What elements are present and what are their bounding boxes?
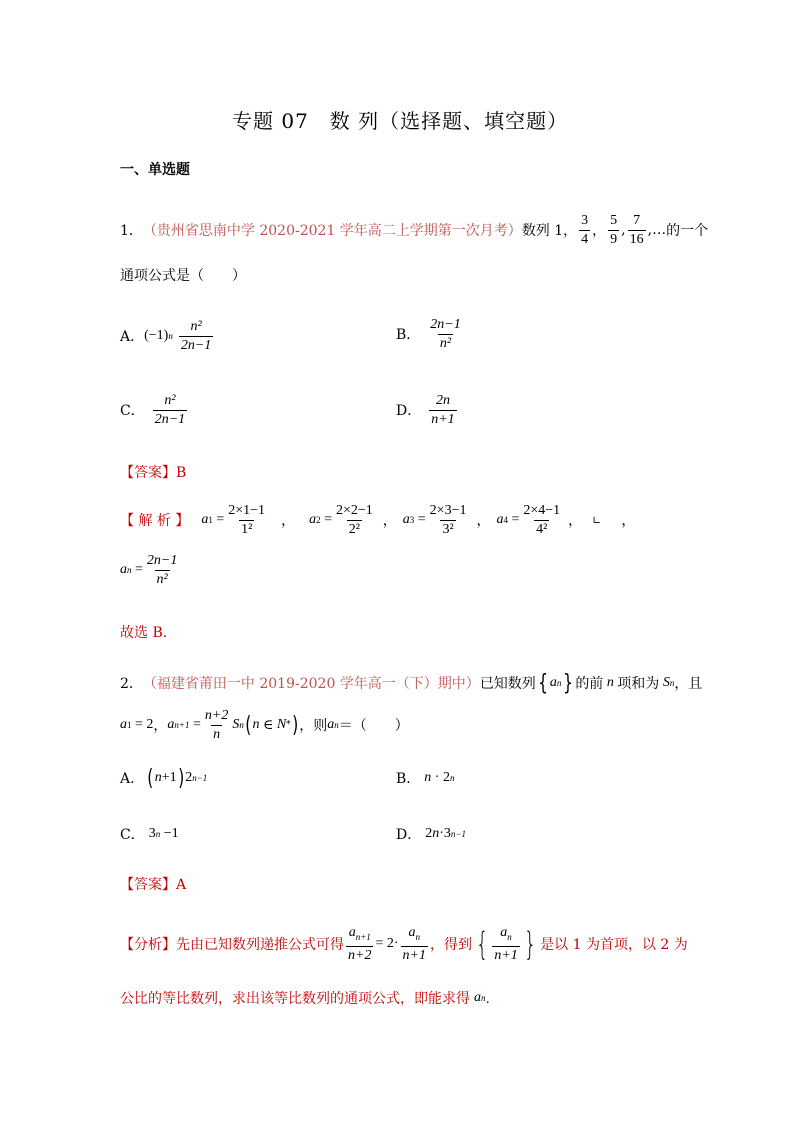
- question-2-line2: a 1 = 2 ， a n+1 = $\frac{n+2}{n}$ S n ( n ∈ N * ) ，则 a n ＝（ ）: [120, 707, 409, 742]
- option-c[interactable]: C． $\frac{\text{n²}}{2n-1}$: [120, 392, 186, 427]
- question-2-stem: 2． （福建省莆田一中 2019-2020 学年高一（下）期中） 已知数列 { a n } 的前 n 项和为 S n ，且: [120, 670, 703, 696]
- analysis-1-line1: 【 解 析 】 a 1 = $\frac{2\times 1-1}{\text{1²}}$ ， a 2 = $\frac{2\times 2-1}{\text{2²}}$ ， a 3 = $\frac{2\times 3-1}{\text{3²}}$ ， a 4 = $\frac{2\times 4-1}{\text{4²}}$ ， ∟ ，: [120, 502, 636, 537]
- question-number: 1．: [120, 223, 143, 239]
- conclusion-1: 故选 B．: [120, 625, 177, 641]
- option-b[interactable]: B． n · 2 n: [396, 770, 455, 787]
- option-b[interactable]: B． $\frac{2n-1}{\text{n²}}$: [396, 316, 461, 351]
- page-title: 专题 07 数 列（选择题、填空题）: [232, 109, 569, 133]
- option-a[interactable]: A． (−1) n $\frac{\text{n²}}{2n-1}$: [120, 318, 212, 353]
- option-d[interactable]: D． $\frac{2n}{n+1}$: [396, 392, 455, 427]
- ellipsis: ,…: [647, 222, 667, 238]
- option-d[interactable]: D． 2 n ·3 n−1: [396, 826, 466, 843]
- analysis-label: 【分析】: [120, 937, 176, 953]
- option-c[interactable]: C． 3 n −1: [120, 826, 179, 843]
- question-source: （福建省莆田一中 2019-2020 学年高一（下）期中）: [142, 676, 480, 692]
- answer-1: 【答案】B: [120, 465, 187, 481]
- question-1-stem: 1． （贵州省思南中学 2020-2021 学年高二上学期第一次月考） 数列 1， $\frac{3}{4}$ ， $\frac{5}{9}$ , $\frac{7}{16}$ ,… 的一个: [120, 212, 709, 247]
- answer-2: 【答案】A: [120, 877, 187, 893]
- analysis-2-line2: 公比的等比数列，求出该等比数列的通项公式，即能求得 a n ．: [120, 990, 500, 1007]
- question-text: 数列 1，: [521, 223, 578, 239]
- analysis-2-line1: 【分析】 先由已知数列递推公式可得 $\frac{a_{n+1}}{n+2}$ = 2· $\frac{a_n}{n+1}$ ，得到 { $\frac{a_n}{n+1}$ } 是以 1 为首项，以 2 为: [120, 924, 688, 963]
- analysis-1-line2: a n = $\frac{2n-1}{\text{n²}}$: [120, 552, 178, 587]
- section-heading: 一、单选题: [120, 162, 190, 178]
- question-1-line2: 通项公式是（ ）: [120, 268, 246, 284]
- fraction-5-9: $\frac{5}{9}$: [610, 212, 618, 247]
- question-text-tail: 的一个: [666, 223, 709, 239]
- analysis-label: 【 解 析 】: [120, 513, 190, 529]
- question-source: （贵州省思南中学 2020-2021 学年高二上学期第一次月考）: [142, 223, 522, 239]
- option-a[interactable]: A． ( n +1 ) 2 n−1: [120, 765, 208, 791]
- fraction-3-4: $\frac{3}{4}$: [581, 212, 589, 247]
- fraction-7-16: $\frac{7}{16}$: [629, 212, 644, 247]
- question-number: 2．: [120, 676, 143, 692]
